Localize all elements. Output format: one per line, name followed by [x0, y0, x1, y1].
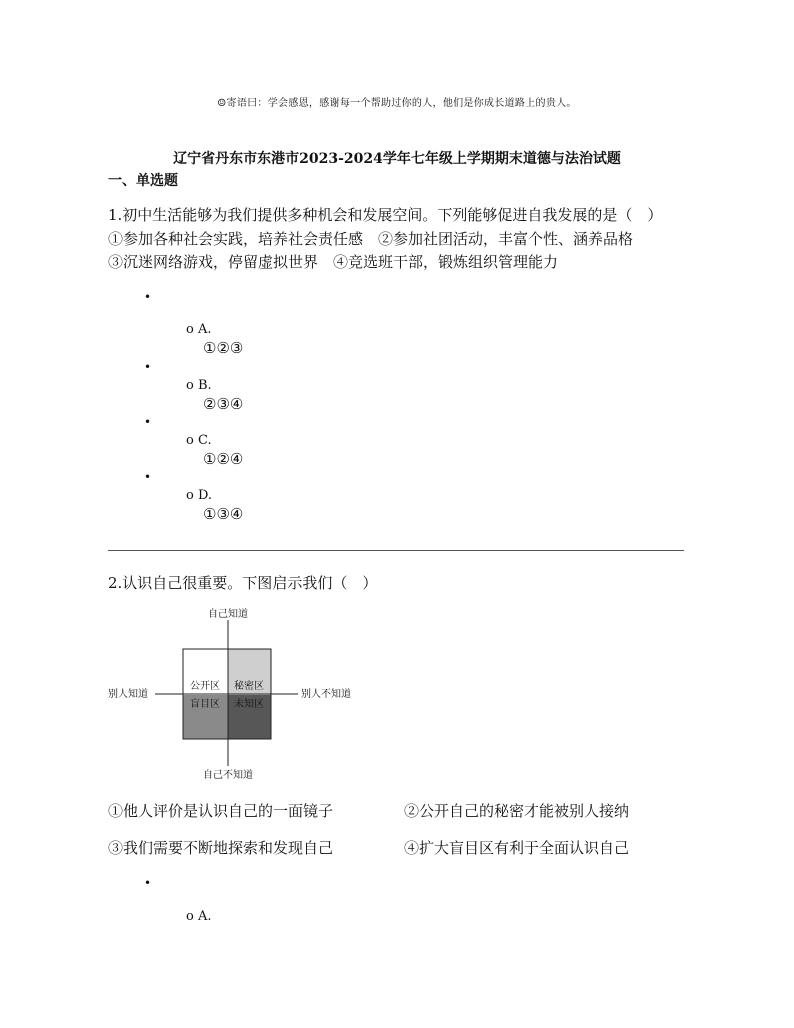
- divider: [108, 550, 684, 551]
- statement-3: ③我们需要不断地探索和发现自己: [108, 839, 334, 857]
- option-b[interactable]: [186, 378, 212, 393]
- bullet-icon: •: [144, 876, 152, 890]
- circle-bullet-icon: o: [186, 378, 194, 393]
- page-title: 辽宁省丹东市东港市2023-2024学年七年级上学期期末道德与法治试题: [173, 151, 621, 167]
- option-letter: B.: [197, 378, 212, 393]
- statement-1: ①他人评价是认识自己的一面镜子: [108, 802, 334, 820]
- quadrant-open-label: 公开区: [190, 681, 220, 692]
- statement-2: ②公开自己的秘密才能被别人接纳: [404, 802, 630, 820]
- header-motto: ☺寄语曰：学会感恩，感谢每一个帮助过你的人，他们是你成长道路上的贵人。: [217, 98, 577, 109]
- option-a-value: ①②③: [203, 339, 244, 357]
- label-self-unknown: 自己不知道: [203, 770, 253, 781]
- bullet-icon: •: [144, 470, 152, 484]
- quadrant-blind-label: 盲目区: [190, 699, 220, 710]
- question-2-stem: 2.认识自己很重要。下图启示我们（ ）: [108, 574, 378, 592]
- question-1-line-3: ③沉迷网络游戏，停留虚拟世界 ④竞选班干部，锻炼组织管理能力: [108, 253, 559, 271]
- option-letter: C.: [197, 433, 212, 448]
- option-c-value: ①②④: [203, 450, 244, 468]
- question-1-line-2: ①参加各种社会实践，培养社会责任感 ②参加社团活动，丰富个性、涵养品格: [108, 230, 634, 248]
- circle-bullet-icon: o: [186, 488, 194, 503]
- question-1-stem: 1.初中生活能够为我们提供多种机会和发展空间。下列能够促进自我发展的是（ ）: [108, 206, 663, 224]
- statement-4: ④扩大盲目区有利于全面认识自己: [404, 839, 630, 857]
- section-heading: 一、单选题: [108, 173, 178, 189]
- option-letter: A.: [197, 322, 212, 337]
- bullet-icon: •: [144, 415, 152, 429]
- q2-option-a[interactable]: [186, 909, 212, 924]
- option-c[interactable]: [186, 433, 212, 448]
- circle-bullet-icon: o: [186, 433, 194, 448]
- option-b-value: ②③④: [203, 395, 244, 413]
- circle-bullet-icon: o: [186, 322, 194, 337]
- option-a[interactable]: [186, 322, 212, 337]
- circle-bullet-icon: o: [186, 909, 194, 924]
- label-others-known: 别人知道: [108, 689, 148, 700]
- johari-window-diagram: [108, 606, 368, 784]
- option-letter: D.: [197, 488, 213, 503]
- label-self-known: 自己知道: [208, 609, 248, 620]
- option-d[interactable]: [186, 488, 212, 503]
- option-letter: A.: [197, 909, 212, 924]
- option-d-value: ①③④: [203, 505, 244, 523]
- label-others-unknown: 别人不知道: [301, 689, 351, 700]
- bullet-icon: •: [144, 360, 152, 374]
- quadrant-unknown-label: 未知区: [234, 699, 264, 710]
- bullet-icon: •: [144, 290, 152, 304]
- quadrant-secret-label: 秘密区: [234, 681, 264, 692]
